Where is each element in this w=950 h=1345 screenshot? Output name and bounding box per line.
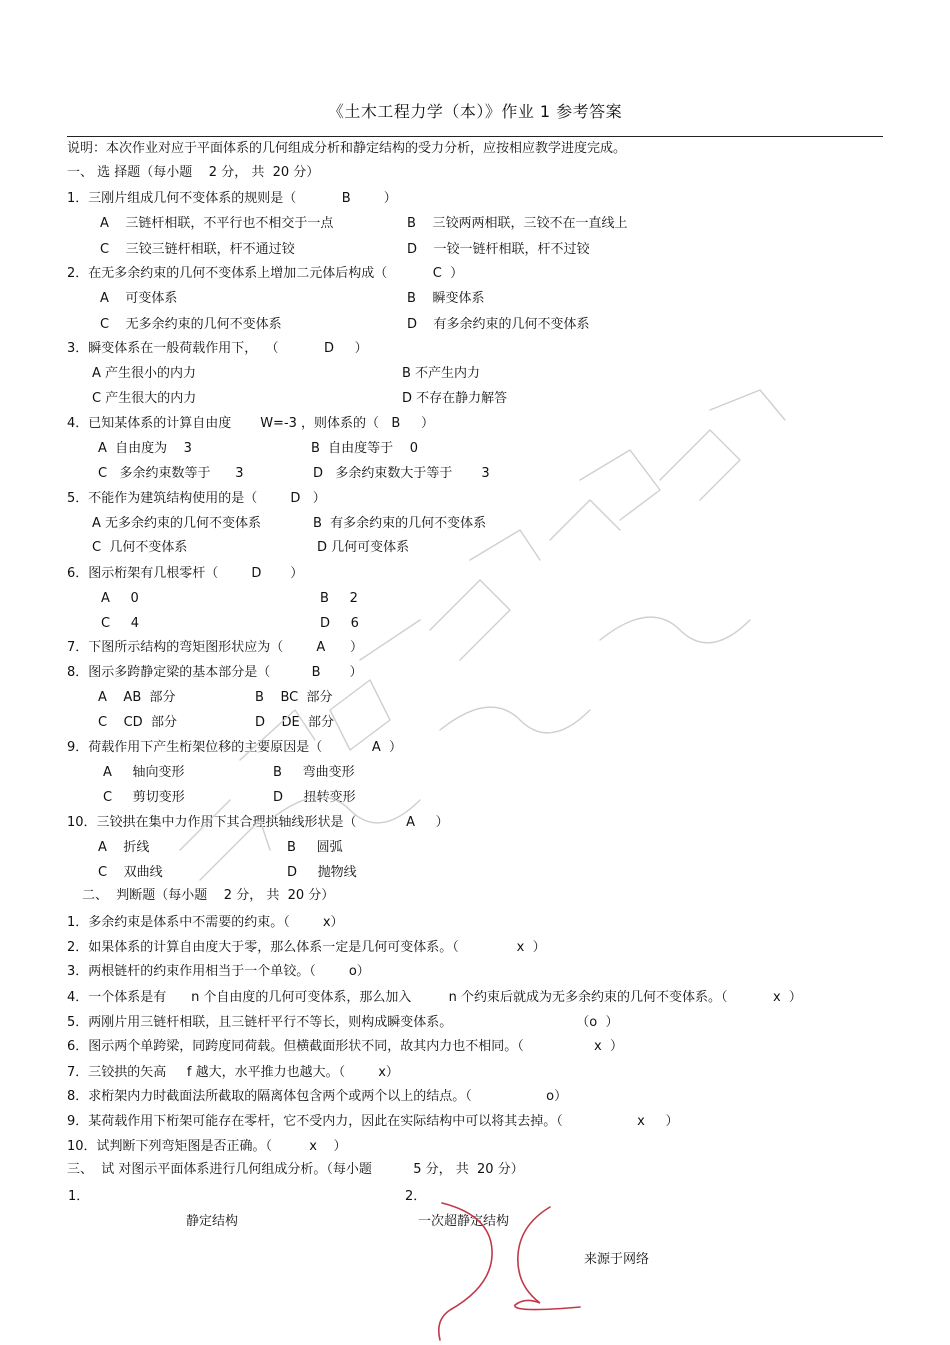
option-b: B 瞬变体系 <box>407 291 485 306</box>
option-b: B 2 <box>320 591 358 606</box>
analysis-answer-1: 静定结构 <box>186 1214 239 1229</box>
judgement-item: 2．如果体系的计算自由度大于零，那么体系一定是几何可变体系。（ x ） <box>67 940 546 955</box>
option-c: C CD 部分 <box>98 715 177 730</box>
analysis-number-2: 2． <box>405 1189 427 1204</box>
judgement-item: 9．某荷载作用下桁架可能存在零杆，它不受内力，因此在实际结构中可以将其去掉。（ x ） <box>67 1114 679 1129</box>
option-c: C 双曲线 <box>98 865 163 880</box>
question-stem: 3．瞬变体系在一般荷载作用下， （ D ） <box>67 341 368 356</box>
option-d: D 一铰一链杆相联，杆不过铰 <box>407 242 590 257</box>
option-c: C 产生很大的内力 <box>92 391 197 406</box>
option-b: B 不产生内力 <box>402 366 481 381</box>
judgement-item: 5．两刚片用三链杆相联，且三链杆平行不等长，则构成瞬变体系。 （o ） <box>67 1015 619 1030</box>
judgement-item: 3．两根链杆的约束作用相当于一个单铰。（ o） <box>67 964 370 979</box>
section-heading-judgement: 二、 判断题（每小题 2 分， 共 20 分） <box>82 888 335 903</box>
option-c: C 4 <box>101 616 140 631</box>
option-d: D 抛物线 <box>287 865 357 880</box>
judgement-item: 4．一个体系是有 n 个自由度的几何可变体系，那么加入 n 个约束后就成为无多余约束的几何不变体系。（ x ） <box>67 990 802 1005</box>
judgement-item: 7．三铰拱的矢高 f 越大，水平推力也越大。（ x） <box>67 1065 399 1080</box>
judgement-item: 8．求桁架内力时截面法所截取的隔离体包含两个或两个以上的结点。（ o） <box>67 1089 568 1104</box>
option-d: D 6 <box>320 616 359 631</box>
option-b: B 自由度等于 0 <box>311 441 418 456</box>
option-a: A 自由度为 3 <box>98 441 192 456</box>
option-c: C 三铰三链杆相联，杆不通过铰 <box>100 242 295 257</box>
option-a: A 可变体系 <box>100 291 178 306</box>
option-a: A 0 <box>101 591 139 606</box>
analysis-answer-2: 一次超静定结构 <box>418 1214 510 1229</box>
option-d: D 有多余约束的几何不变体系 <box>407 317 590 332</box>
instruction-note: 说明：本次作业对应于平面体系的几何组成分析和静定结构的受力分析，应按相应教学进度完成。 <box>67 141 627 156</box>
question-stem: 2．在无多余约束的几何不变体系上增加二元体后构成（ C ） <box>67 266 464 281</box>
question-stem: 1．三刚片组成几何不变体系的规则是（ B ） <box>67 191 397 206</box>
option-c: C 无多余约束的几何不变体系 <box>100 317 282 332</box>
option-d: D 多余约束数大于等于 3 <box>313 466 490 481</box>
question-stem: 5．不能作为建筑结构使用的是（ D ） <box>67 491 326 506</box>
option-d: D 扭转变形 <box>273 790 356 805</box>
option-b: B 有多余约束的几何不变体系 <box>313 516 487 531</box>
question-stem: 7．下图所示结构的弯矩图形状应为（ A ） <box>67 640 364 655</box>
judgement-item: 1．多余约束是体系中不需要的约束。（ x） <box>67 915 344 930</box>
option-b: B 三铰两两相联，三铰不在一直线上 <box>407 216 628 231</box>
option-a: A AB 部分 <box>98 690 176 705</box>
option-a: A 无多余约束的几何不变体系 <box>92 516 262 531</box>
option-a: A 轴向变形 <box>103 765 185 780</box>
question-stem: 9．荷载作用下产生桁架位移的主要原因是（ A ） <box>67 740 403 755</box>
source-note: 来源于网络 <box>584 1252 650 1267</box>
red-pen-mark <box>430 1195 600 1345</box>
judgement-item: 6．图示两个单跨梁，同跨度同荷载。但横截面形状不同，故其内力也不相同。（ x ） <box>67 1039 623 1054</box>
option-c: C 剪切变形 <box>103 790 185 805</box>
judgement-item: 10．试判断下列弯矩图是否正确。（ x ） <box>67 1139 347 1154</box>
option-a: A 折线 <box>98 840 150 855</box>
section-heading-choice: 一、 选 择题（每小题 2 分， 共 20 分） <box>67 165 320 180</box>
option-b: B 圆弧 <box>287 840 343 855</box>
option-d: D 几何可变体系 <box>317 540 410 555</box>
option-d: D DE 部分 <box>255 715 335 730</box>
question-stem: 4．已知某体系的计算自由度 W=-3 ，则体系的（ B ） <box>67 416 435 431</box>
section-heading-analysis: 三、 试 对图示平面体系进行几何组成分析。（每小题 5 分， 共 20 分） <box>67 1162 524 1177</box>
option-a: A 产生很小的内力 <box>92 366 197 381</box>
option-c: C 多余约束数等于 3 <box>98 466 244 481</box>
option-b: B 弯曲变形 <box>273 765 355 780</box>
question-stem: 8．图示多跨静定梁的基本部分是（ B ） <box>67 665 363 680</box>
option-c: C 几何不变体系 <box>92 540 188 555</box>
question-stem: 10．三铰拱在集中力作用下其合理拱轴线形状是（ A ） <box>67 815 449 830</box>
question-stem: 6．图示桁架有几根零杆（ D ） <box>67 566 304 581</box>
analysis-number-1: 1． <box>68 1189 90 1204</box>
title-rule <box>67 136 883 137</box>
document-title: 《土木工程力学（本）》作业 1 参考答案 <box>327 102 623 121</box>
option-b: B BC 部分 <box>255 690 333 705</box>
option-d: D 不存在静力解答 <box>402 391 508 406</box>
option-a: A 三链杆相联，不平行也不相交于一点 <box>100 216 334 231</box>
